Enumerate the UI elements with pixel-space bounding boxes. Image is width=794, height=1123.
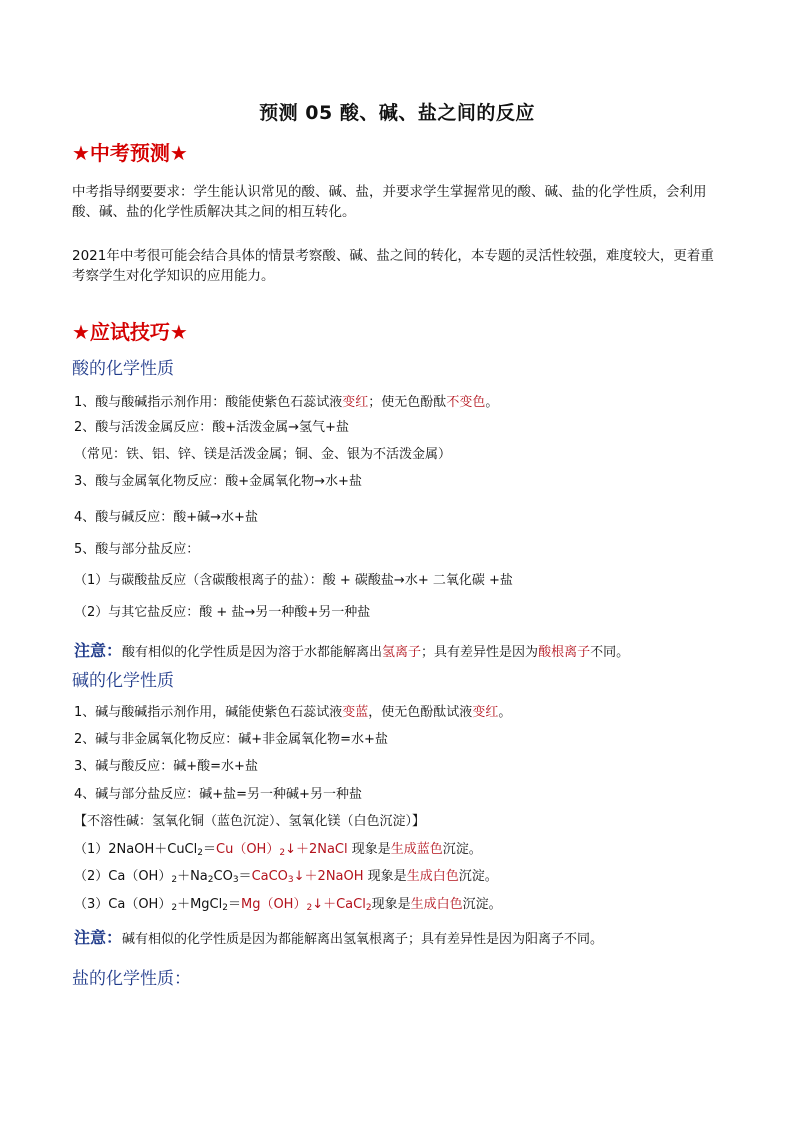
- r2-phenomenon: 现象是: [367, 869, 407, 884]
- acid-line-1-red-2: 不变色: [446, 395, 486, 410]
- acid-note: [74, 638, 629, 661]
- reaction-1: [74, 841, 482, 862]
- r2-phenomenon-end: 沉淀。: [458, 869, 498, 884]
- acid-line-1-text: 1、酸与酸碱指示剂作用：酸能使紫色石蕊试液: [74, 395, 343, 410]
- r1-product: Cu（OH）: [216, 842, 280, 857]
- r3-product-sub-2: 2: [365, 903, 372, 913]
- r3-phenomenon-red: 生成白色: [410, 897, 463, 912]
- acid-line-1-red-1: 变红: [342, 395, 369, 410]
- acid-note-red-2: 酸根离子: [538, 645, 591, 660]
- r2-sub-1: 2: [171, 875, 178, 885]
- page-title: 预测 05 酸、碱、盐之间的反应: [259, 102, 535, 124]
- acid-note-text-3: 不同。: [590, 645, 630, 660]
- r1-product-2: ↓＋2NaCl: [285, 842, 348, 857]
- base-line-5: 【不溶性碱：氢氧化铜（蓝色沉淀）、氢氧化镁（白色沉淀）】: [74, 814, 426, 829]
- acid-line-8: （2）与其它盐反应：酸 + 盐→另一种酸+另一种盐: [74, 605, 371, 620]
- base-line-1-text-2: ，使无色酚酞试液: [368, 705, 473, 720]
- r2-phenomenon-red: 生成白色: [406, 869, 459, 884]
- acid-line-4: 3、酸与金属氧化物反应：酸+金属氧化物→水+盐: [74, 474, 362, 489]
- acid-line-1-text-3: 。: [485, 395, 499, 410]
- r1-product-sub: 2: [279, 848, 286, 858]
- paragraph-requirements: 中考指导纲要要求：学生能认识常见的酸、碱、盐，并要求学生掌握常见的酸、碱、盐的化学性质，会利用酸、碱、盐的化学性质解决其之间的相互转化。: [72, 184, 707, 220]
- base-heading: 碱的化学性质: [72, 671, 174, 691]
- r2-product-sub: 3: [287, 875, 294, 885]
- r2-sub-2: 2: [207, 875, 214, 885]
- r1-text: （1）2NaOH＋CuCl: [74, 842, 198, 857]
- r2-product: CaCO: [251, 869, 288, 884]
- base-line-1-text-3: 。: [498, 705, 512, 720]
- r3-product: Mg（OH）: [240, 897, 307, 912]
- base-line-1-text: 1、碱与酸碱指示剂作用，碱能使紫色石蕊试液: [74, 705, 343, 720]
- acid-line-2: 2、酸与活泼金属反应：酸+活泼金属→氢气+盐: [74, 420, 349, 435]
- base-line-3: 3、碱与酸反应：碱+酸=水+盐: [74, 759, 258, 774]
- r3-sub-1: 2: [171, 903, 178, 913]
- r3-phenomenon-end: 沉淀。: [462, 897, 502, 912]
- salt-heading: 盐的化学性质：: [72, 969, 191, 989]
- base-note: [74, 925, 603, 948]
- r3-eq: ＝: [227, 897, 241, 912]
- reaction-3: [74, 896, 502, 917]
- acid-line-3: （常见：铁、铝、锌、镁是活泼金属；铜、金、银为不活泼金属）: [74, 447, 452, 462]
- acid-note-red-1: 氢离子: [382, 645, 422, 660]
- acid-line-5: 4、酸与碱反应：酸+碱→水+盐: [74, 510, 258, 525]
- r1-eq: ＝: [202, 842, 216, 857]
- section-skills-heading: ★应试技巧★: [72, 320, 188, 344]
- r2-text-2: ＋Na: [177, 869, 208, 884]
- acid-line-6: 5、酸与部分盐反应：: [74, 542, 200, 557]
- section-forecast-heading: ★中考预测★: [72, 141, 188, 165]
- r2-eq: ＝: [238, 869, 252, 884]
- acid-note-label: 注意：: [74, 641, 123, 660]
- base-line-1-red-1: 变蓝: [342, 705, 369, 720]
- r2-text: （2）Ca（OH）: [74, 869, 172, 884]
- r1-phenomenon: 现象是: [351, 842, 391, 857]
- r1-sub: 2: [197, 848, 203, 858]
- r2-sub-3: 3: [232, 875, 239, 885]
- base-line-2: 2、碱与非金属氧化物反应：碱+非金属氧化物=水+盐: [74, 732, 388, 747]
- r2-product-2: ↓＋2NaOH: [293, 869, 364, 884]
- r3-product-sub: 2: [306, 903, 313, 913]
- r3-product-2: ↓＋CaCl: [312, 897, 366, 912]
- acid-note-text-1: 酸有相似的化学性质是因为溶于水都能解离出: [122, 645, 383, 660]
- base-line-1: [74, 704, 511, 722]
- acid-line-1-text-2: ；使无色酚酞: [368, 395, 447, 410]
- r3-text-2: ＋MgCl: [177, 897, 223, 912]
- acid-line-7: （1）与碳酸盐反应（含碳酸根离子的盐）：酸 + 碳酸盐→水+ 二氧化碳 +盐: [74, 573, 513, 588]
- acid-line-1: [74, 394, 498, 412]
- reaction-2: [74, 868, 498, 889]
- r3-phenomenon: 现象是: [371, 897, 411, 912]
- r3-sub-2: 2: [222, 903, 228, 913]
- acid-heading: 酸的化学性质: [72, 359, 174, 379]
- base-line-1-red-2: 变红: [472, 705, 499, 720]
- r3-text: （3）Ca（OH）: [74, 897, 172, 912]
- acid-note-text-2: ；具有差异性是因为: [421, 645, 539, 660]
- paragraph-exam-forecast: 2021年中考很可能会结合具体的情景考察酸、碱、盐之间的转化，本专题的灵活性较强，难度较大，更着重考察学生对化学知识的应用能力。: [72, 248, 714, 284]
- base-line-4: 4、碱与部分盐反应：碱+盐=另一种碱+另一种盐: [74, 787, 362, 802]
- r1-phenomenon-end: 沉淀。: [442, 842, 482, 857]
- r2-text-3: CO: [213, 869, 233, 884]
- base-note-text: 碱有相似的化学性质是因为都能解离出氢氧根离子；具有差异性是因为阳离子不同。: [122, 932, 604, 947]
- base-note-label: 注意：: [74, 928, 123, 947]
- r1-phenomenon-red: 生成蓝色: [390, 842, 443, 857]
